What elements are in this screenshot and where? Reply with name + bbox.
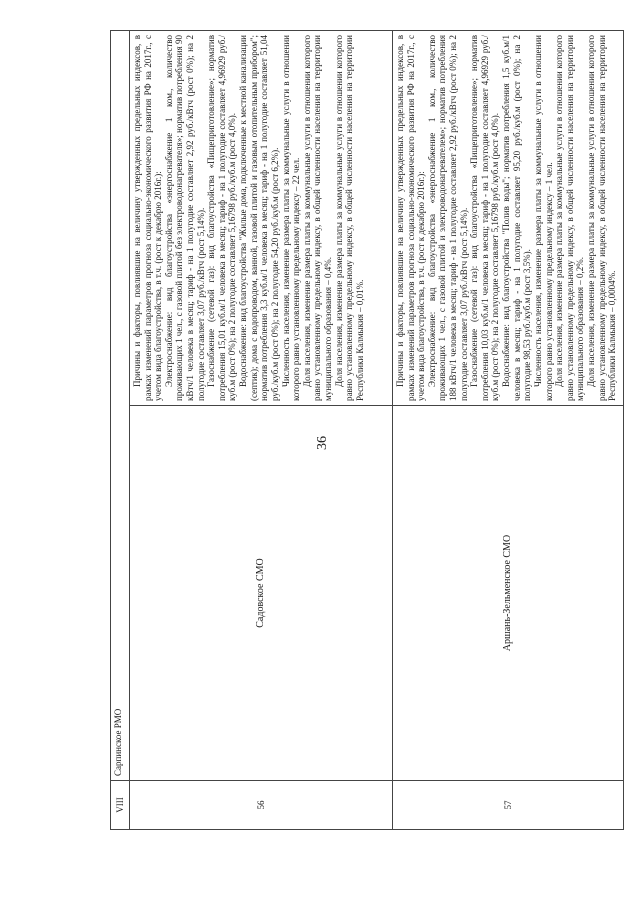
paragraph: Численность населения, изменение размера платы за коммунальные услуги в отношении которого равно установленному предельному индексу – 1 чел. <box>532 35 554 401</box>
section-header-row <box>111 31 130 830</box>
paragraph: Электроснабжение: вид благоустройства «энергоснабжение 1 ком., количество проживающих 1 чел., с газовой плитой без электроводонагревателя»; норматив потребления 90 кВтч/1 человека в месяц; тариф - на 1 полугодие составляет 2,92 руб./кВтч (рост 0%); на 2 полугодие составляет 3,07 руб./кВтч (рост 5,14%). <box>163 35 206 401</box>
paragraph: Газоснабжение (сетевой газ): вид благоустройства «Пищеприготовление»; норматив потребления 15,01 куб.м/1 человека в месяц; тариф - на 1 полугодие составляет 4,96929 руб./куб.м (рост 0%); на 2 полугодие составляет 5,16798 руб./куб.м (рост 4,0%). <box>206 35 238 401</box>
municipality-name: Садовское СМО <box>130 406 393 781</box>
row-number: 56 <box>130 781 393 830</box>
paragraph: Водоснабжение: вид благоустройства "Полив воды"; норматив потребления 1,5 куб.м/1 человека в месяц; тариф - на 1 полугодие составляет 95,20 руб./куб.м (рост 0%); на 2 полугодие 98,53 руб./куб.м (рост 3,5%). <box>501 35 533 401</box>
row-description <box>393 31 624 406</box>
municipality-name: Аршань-Зельменское СМО <box>393 406 624 781</box>
table-row <box>130 31 393 830</box>
paragraph: Доля населения, изменение размера платы за коммунальные услуги в отношении которого равно установленному предельному индексу, в общей численности населения на территории Республики Калмыкия – 0,0004%. <box>585 35 618 401</box>
table-row <box>393 31 624 830</box>
paragraph: Доля населения, изменение размера платы за коммунальные услуги в отношении которого равно установленному предельному индексу, в общей численности населения на территории муниципального образования – 0,2%. <box>554 35 586 401</box>
row-number: 57 <box>393 781 624 830</box>
paragraph: Доля населения, изменение размера платы за коммунальные услуги в отношении которого равно установленному предельному индексу, в общей численности населения на территории Республики Калмыкия – 0,01%. <box>333 35 365 401</box>
paragraph: Причины и факторы, повлиявшие на величину утвержденных предельных индексов, в рамках изменений параметров прогноза социально-экономического развития РФ на 2017г., с учетом вида благоустройства, в т.ч. (рост к декабрю 2016г.): <box>132 35 164 401</box>
document-page <box>110 30 640 830</box>
row-description <box>130 31 393 406</box>
paragraph: Газоснабжение (сетевой газ): вид благоустройства «Пищеприготовление»; норматив потребления 10,03 куб.м/1 человека в месяц; тариф - на 1 полугодие составляет 4,96929 руб./куб.м (рост 0%); на 2 полугодие составляет 5,16798 руб./куб.м (рост 4,0%). <box>469 35 501 401</box>
page-number: 36 <box>315 436 330 450</box>
tariff-table <box>110 30 624 830</box>
district-name: Сарпинское РМО <box>111 31 130 781</box>
paragraph: Численность населения, изменение размера платы за коммунальные услуги в отношении которого равно установленному предельному индексу – 22 чел. <box>280 35 302 401</box>
paragraph: Водоснабжение: вид благоустройства "Жилые дома, подключенные к местной канализации (септик); дома с водопроводом, ванной, газовой плитой и газовым отопительным прибором"; норматив потребления 3,3 куб.м/1 человека в месяц; тариф - на 1 полугодие составляет 51,04 руб./куб.м (рост 0%); на 2 полугодие 54,20 руб./куб.м (рост 6,2%). <box>238 35 280 401</box>
paragraph: Электроснабжение: вид благоустройства «энергоснабжение 1 ком., количество проживающих 1 чел., с газовой плитой и электроводонагревателем»; норматив потребления 188 кВтч/1 человека в месяц; тариф - на 1 полугодие составляет 2,92 руб./кВтч (рост 0%); на 2 полугодие составляет 3,07 руб./кВтч (рост 5,14%). <box>426 35 469 401</box>
paragraph: Доля населения, изменение размера платы за коммунальные услуги в отношении которого равно установленному предельному индексу, в общей численности населения на территории муниципального образования – 0,4%. <box>301 35 333 401</box>
rotated-table-container <box>110 30 640 830</box>
section-number: VIII <box>111 781 130 830</box>
paragraph: Причины и факторы, повлиявшие на величину утвержденных предельных индексов, в рамках изменений параметров прогноза социально-экономического развития РФ на 2017г., с учетом вида благоустройства, в т.ч. (рост к декабрю 2016г.): <box>395 35 427 401</box>
